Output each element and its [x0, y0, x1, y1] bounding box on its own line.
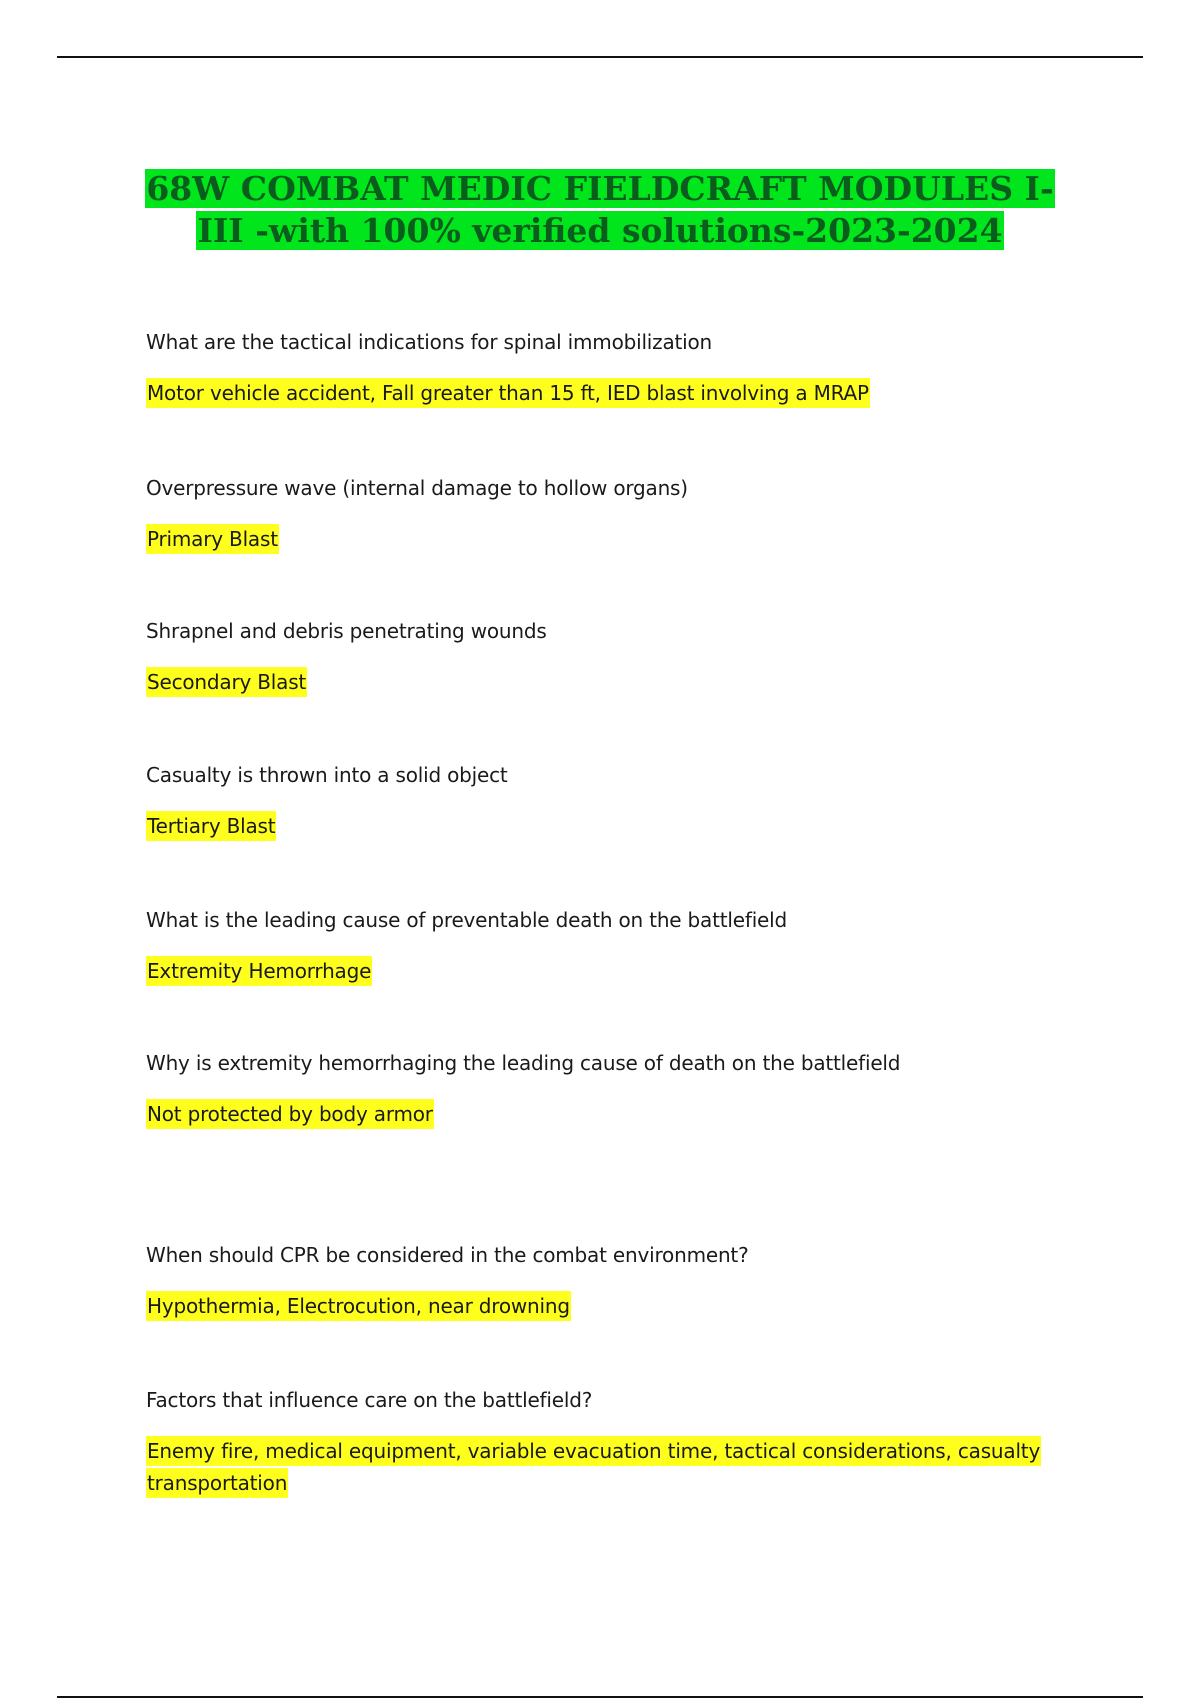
- answer-highlight: Extremity Hemorrhage: [146, 956, 372, 986]
- answer-text: [146, 1098, 1046, 1130]
- answer-text: [146, 1435, 1046, 1499]
- answer-text: [146, 377, 1046, 409]
- qa-item: [146, 1242, 1046, 1322]
- question-text: Overpressure wave (internal damage to hollow organs): [146, 476, 688, 500]
- answer-text: [146, 666, 1046, 698]
- answer-highlight: Primary Blast: [146, 524, 279, 554]
- question-text: Factors that influence care on the battlefield?: [146, 1388, 593, 1412]
- question-text: Shrapnel and debris penetrating wounds: [146, 619, 547, 643]
- bottom-rule: [57, 1696, 1143, 1698]
- qa-item: [146, 475, 1046, 555]
- document-title-text: 68W COMBAT MEDIC FIELDCRAFT MODULES I-III -with 100% verified solutions-2023-2024: [146, 169, 1054, 251]
- question-text: What are the tactical indications for spinal immobilization: [146, 330, 713, 354]
- answer-text: [146, 955, 1046, 987]
- answer-text: [146, 810, 1046, 842]
- answer-text: [146, 1290, 1046, 1322]
- document-title: [140, 168, 1060, 252]
- qa-item: [146, 329, 1046, 409]
- question-text: When should CPR be considered in the combat environment?: [146, 1243, 749, 1267]
- qa-item: [146, 1387, 1046, 1499]
- qa-item: [146, 1050, 1046, 1130]
- answer-highlight: Secondary Blast: [146, 667, 307, 697]
- qa-item: [146, 907, 1046, 987]
- answer-text: [146, 523, 1046, 555]
- answer-highlight: Enemy fire, medical equipment, variable evacuation time, tactical considerations, casualty transportation: [146, 1436, 1041, 1498]
- answer-highlight: Tertiary Blast: [146, 811, 276, 841]
- question-text: What is the leading cause of preventable death on the battlefield: [146, 908, 788, 932]
- qa-item: [146, 762, 1046, 842]
- question-text: Casualty is thrown into a solid object: [146, 763, 508, 787]
- question-text: Why is extremity hemorrhaging the leading cause of death on the battlefield: [146, 1051, 901, 1075]
- answer-highlight: Hypothermia, Electrocution, near drowning: [146, 1291, 571, 1321]
- answer-highlight: Motor vehicle accident, Fall greater than 15 ft, IED blast involving a MRAP: [146, 378, 870, 408]
- top-rule: [57, 56, 1143, 58]
- qa-item: [146, 618, 1046, 698]
- answer-highlight: Not protected by body armor: [146, 1099, 434, 1129]
